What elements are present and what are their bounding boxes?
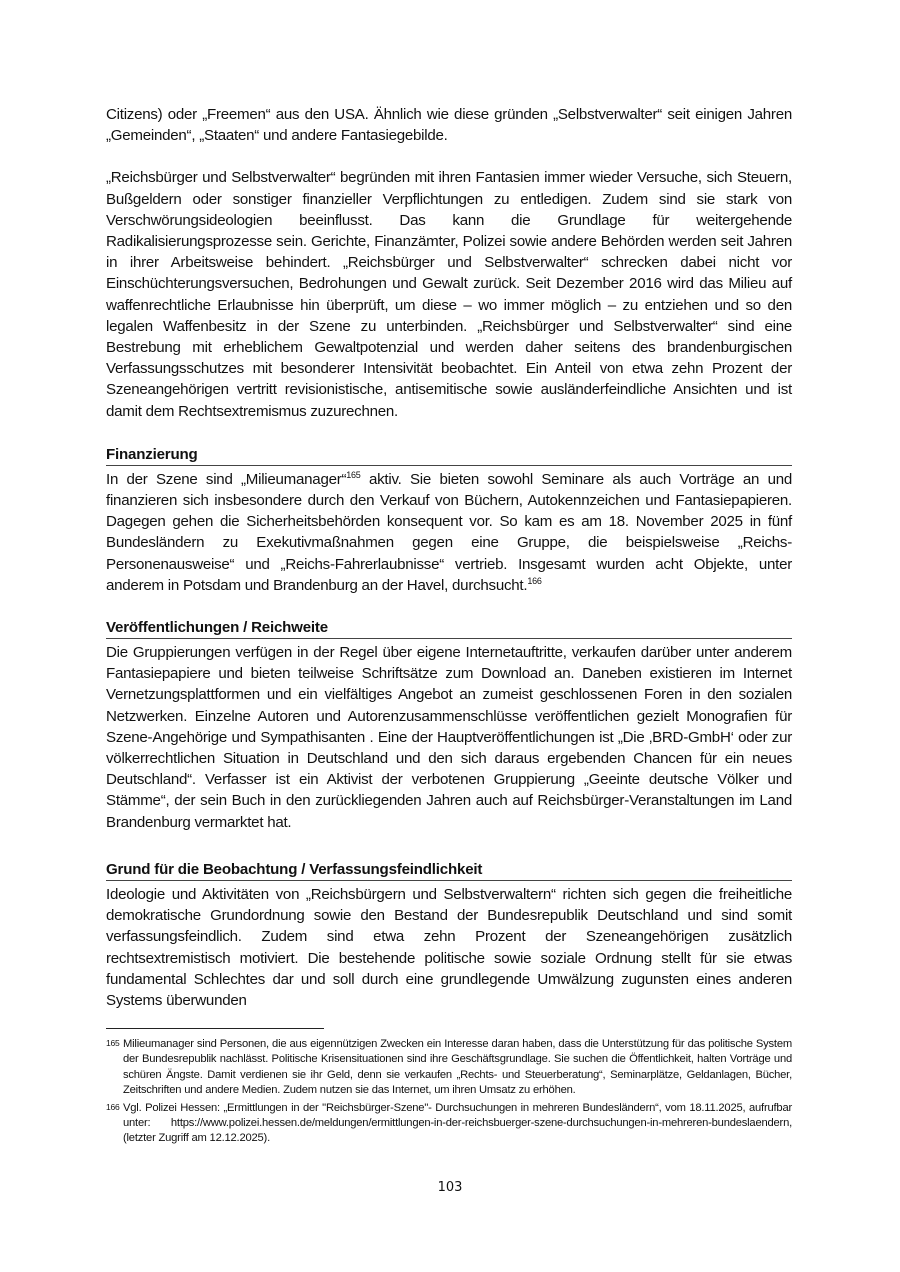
footnotes	[106, 1037, 792, 1149]
finanzierung-text-a: In der Szene sind „Milieumanager“	[106, 470, 347, 488]
section-heading-grund: Grund für die Beobachtung / Verfassungsfeindlichkeit	[106, 860, 792, 881]
page-body	[106, 104, 792, 1011]
footnote-number: 166	[106, 1101, 120, 1112]
veroeffentlichungen-paragraph: Die Gruppierungen verfügen in der Regel über eigene Internetauftritte, verkaufen darüber unter anderem Fantasiepapiere und bieten teilweise Schriftsätze zum Download an. Daneben existieren im Internet Vernetzungsplattformen und ein vielfältiges Angebot an zumeist geschlossenen Foren in den sozialen Netzwerken. Einzelne Autoren und Autorenzusammenschlüsse veröffentlichen gezielt Monografien für Szene-Angehörige und Sympathisanten . Eine der Hauptveröffentlichungen ist „Die ‚BRD-GmbH‘ oder zur völkerrechtlichen Situation in Deutschland und den sich daraus ergebenden Chancen für ein neues Deutschland“. Verfasser ist ein Aktivist der verbotenen Gruppierung „Geeinte deutsche Völker und Stämme“, der sein Buch in den zurückliegenden Jahren auch auf Reichsbürger-Veranstaltungen im Land Brandenburg vermarktet hat.	[106, 644, 792, 831]
footnote-number: 165	[106, 1038, 120, 1048]
finanzierung-text-b: aktiv. Sie bieten sowohl Seminare als auch Vorträge an und finanzieren sich insbesondere durch den Verkauf von Büchern, Autokennzeichen und Fantasiepapieren. Dagegen gehen die Sicherheitsbehörden konsequent vor. So kam es am 18. November 2025 in fünf Bundesländern zu Exekutivmaßnahmen gegen eine Gruppe, die beispielsweise „Reichs-Personenausweise“ und „Reichs-Fahrerlaubnisse“ vertrieb. Insgesamt wurden acht Objekte, unter anderem in Potsdam und Brandenburg an der Havel, durchsucht.	[106, 470, 793, 594]
section-heading-veroeffentlichungen: Veröffentlichungen / Reichweite	[106, 618, 792, 639]
footnote-165	[106, 1037, 792, 1099]
intro-paragraph-1: Citizens) oder „Freemen“ aus den USA. Ähnlich wie diese gründen „Selbstverwalter“ seit einigen Jahren „Gemeinden“, „Staaten“ und andere Fantasiegebilde.	[106, 106, 792, 145]
intro-paragraph-2: „Reichsbürger und Selbstverwalter“ begründen mit ihren Fantasien immer wieder Versuche, sich Steuern, Bußgeldern oder sonstiger finanzieller Verpflichtungen zu entledigen. Zudem sind sie stark von Verschwörungsideologien beeinflusst. Das kann die Grundlage für weitergehende Radikalisierungsprozesse sein. Gerichte, Finanzämter, Polizei sowie andere Behörden werden seit Jahren in ihrer Arbeitsweise behindert. „Reichsbürger und Selbstverwalter“ schrecken dabei nicht vor Einschüchterungsversuchen, Bedrohungen und Gewalt zurück. Seit Dezember 2016 wird das Milieu auf waffenrechtliche Erlaubnisse hin überprüft, um diese – wo immer möglich – zu entziehen und so den legalen Waffenbesitz in der Szene zu unterbinden. „Reichsbürger und Selbstverwalter“ sind eine Bestrebung mit erheblichem Gewaltpotenzial und werden daher seitens des brandenburgischen Verfassungsschutzes mit besonderer Intensivität beobachtet. Ein Anteil von etwa zehn Prozent der Szeneangehörigen vertritt revisionistische, antisemitische sowie ausländerfeindliche Ansichten und ist damit dem Rechtsextremismus zuzurechnen.	[106, 169, 792, 420]
footnote-text: Milieumanager sind Personen, die aus eigennützigen Zwecken ein Interesse daran haben, dass die Unterstützung für das politische System der Bundesrepublik nachlässt. Politische Krisensituationen sind ihre Geschäftsgrundlage. Sie suchen die Öffentlichkeit, halten Vorträge und schüren Ängste. Damit verdienen sie ihr Geld, denn sie verkaufen „Rechts- und Steuerberatung“, Seminarplätze, Geldanlagen, Bücher, Zeitschriften und andere Medien. Zudem nutzen sie das Internet, um ihren Umsatz zu erhöhen.	[123, 1038, 792, 1097]
section-heading-finanzierung: Finanzierung	[106, 445, 792, 466]
footnote-ref-165[interactable]: 165	[346, 469, 361, 480]
finanzierung-paragraph	[106, 469, 792, 596]
page-number: 103	[437, 1180, 463, 1195]
section-veroeffentlichungen	[106, 618, 792, 833]
section-grund	[106, 860, 792, 1011]
footnote-text[interactable]: Vgl. Polizei Hessen: „Ermittlungen in der "Reichsbürger-Szene"- Durchsuchungen in mehreren Bundesländern“, vom 18.11.2025, aufrufbar unter: https://www.polizei.hessen.de/meldungen/ermittlungen-in-der-reichsbuerger-szene-durchsuchungen-in-mehreren-bundeslaendern, (letzter Zugriff am 12.12.2025).	[123, 1101, 792, 1145]
section-finanzierung	[106, 445, 792, 596]
grund-paragraph: Ideologie und Aktivitäten von „Reichsbürgern und Selbstverwaltern“ richten sich gegen die freiheitliche demokratische Grundordnung sowie den Bestand der Bundesrepublik Deutschland und sind somit verfassungsfeindlich. Zudem sind etwa zehn Prozent der Szeneangehörigen zusätzlich rechtsextremistisch motiviert. Die bestehende politische sowie soziale Ordnung stellt für sie etwas fundamental Schlechtes dar und soll durch eine grundlegende Umwälzung zugunsten eines anderen Systems überwunden	[106, 885, 792, 1009]
footnote-separator	[106, 1028, 324, 1029]
footnote-166	[106, 1101, 792, 1147]
footnote-ref-166[interactable]: 166	[527, 575, 542, 586]
